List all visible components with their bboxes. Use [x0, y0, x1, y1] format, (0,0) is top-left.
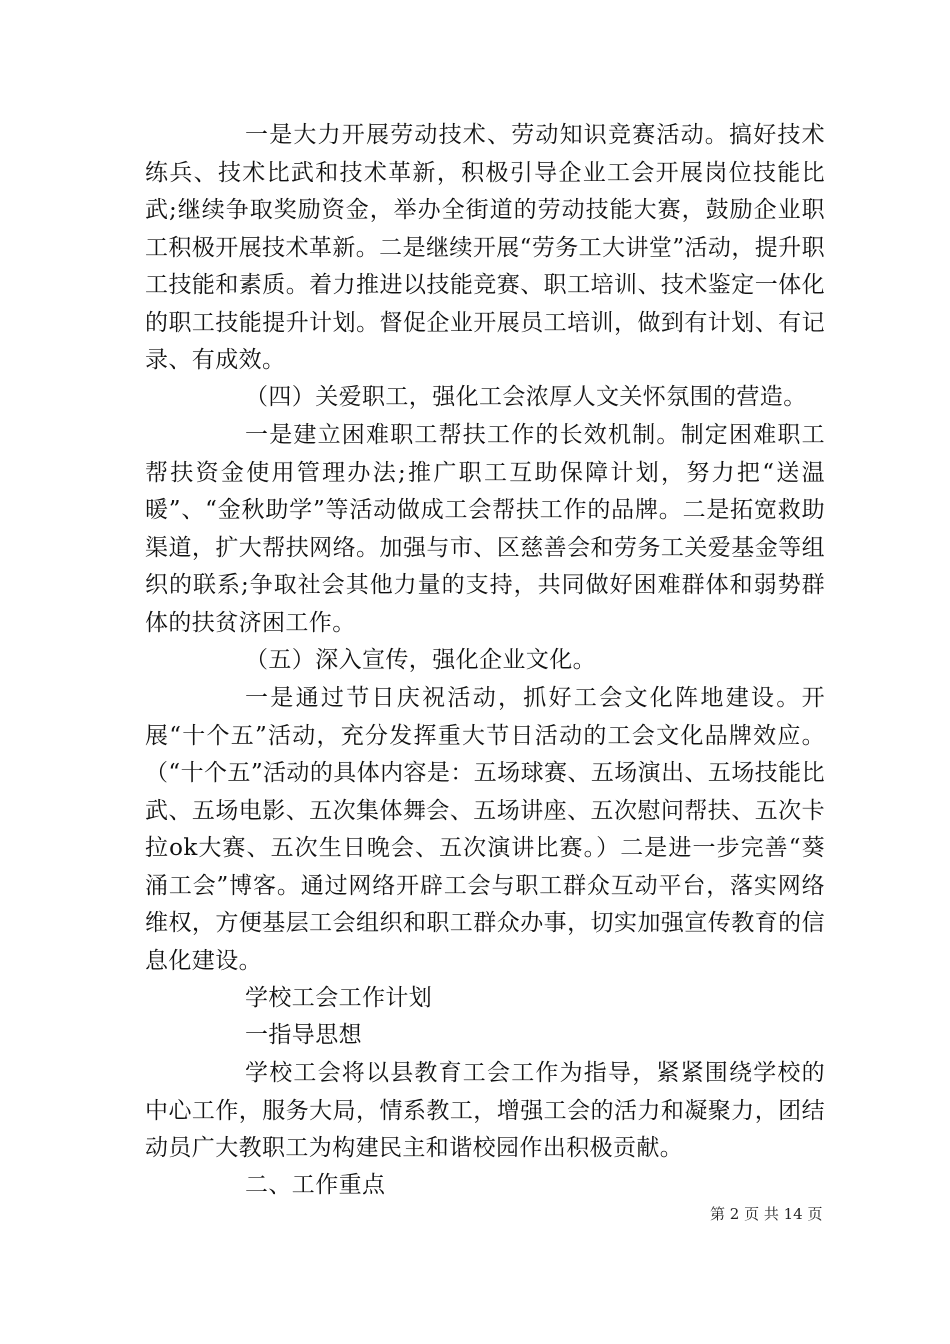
paragraph-assistance-mechanism: 一是建立困难职工帮扶工作的长效机制。制定困难职工帮扶资金使用管理办法;推广职工互助保障计划，努力把“送温暖”、“金秋助学”等活动做成工会帮扶工作的品牌。二是拓宽救助渠道，扩大帮扶网络。加强与市、区慈善会和劳务工关爱基金等组织的联系;争取社会其他力量的支持，共同做好困难群体和弱势群体的扶贫济困工作。	[145, 422, 825, 636]
paragraph-festival-activities: 一是通过节日庆祝活动，抓好工会文化阵地建设。开展“十个五”活动，充分发挥重大节日活动的工会文化品牌效应。（“十个五”活动的具体内容是：五场球赛、五场演出、五场技能比武、五场电影、五次集体舞会、五场讲座、五次慰问帮扶、五次卡拉ok大赛、五次生日晚会、五次演讲比赛。）二是进一步完善“葵涌工会”博客。通过网络开辟工会与职工群众互动平台，落实网络维权，方便基层工会组织和职工群众办事，切实加强宣传教育的信息化建设。	[145, 685, 825, 974]
paragraph-labor-skills: 一是大力开展劳动技术、劳动知识竞赛活动。搞好技术练兵、技术比武和技术革新，积极引导企业工会开展岗位技能比武;继续争取奖励资金，举办全街道的劳动技能大赛，鼓励企业职工积极开展技术革新。二是继续开展“劳务工大讲堂”活动，提升职工技能和素质。着力推进以技能竞赛、职工培训、技术鉴定一体化的职工技能提升计划。督促企业开展员工培训，做到有计划、有记录、有成效。	[145, 122, 825, 373]
paragraph-guiding-ideology: 学校工会将以县教育工会工作为指导，紧紧围绕学校的中心工作，服务大局，情系教工，增强工会的活力和凝聚力，团结动员广大教职工为构建民主和谐校园作出积极贡献。	[145, 1060, 825, 1161]
section-heading-guiding-ideology: 一指导思想	[245, 1022, 362, 1048]
document-title-school-union-plan: 学校工会工作计划	[245, 985, 433, 1011]
section-heading-publicity-culture: （五）深入宣传，强化企业文化。	[245, 647, 596, 673]
section-heading-work-focus: 二、工作重点	[245, 1172, 386, 1198]
section-heading-care-workers: （四）关爱职工，强化工会浓厚人文关怀氛围的营造。	[245, 384, 807, 410]
page-number-footer: 第 2 页 共 14 页	[710, 1205, 823, 1223]
